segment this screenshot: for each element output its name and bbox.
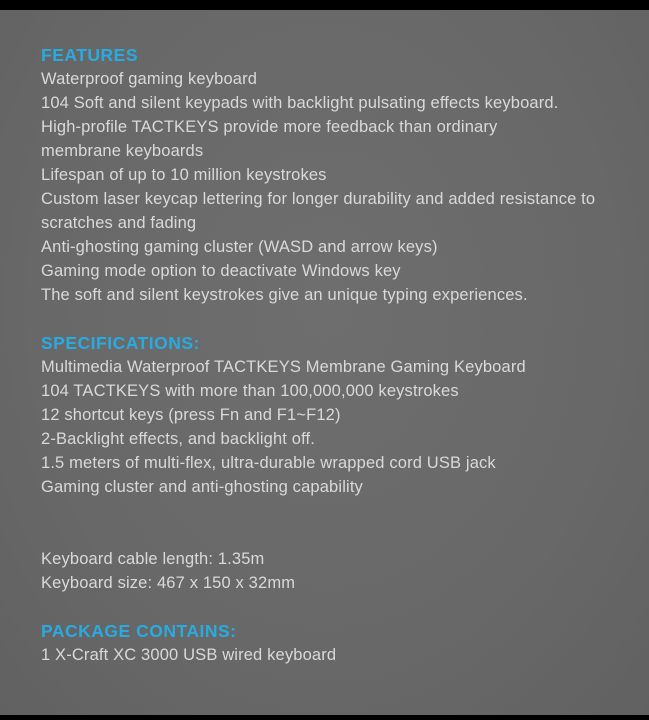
feature-line: Lifespan of up to 10 million keystrokes — [41, 166, 327, 184]
dimension-line: Keyboard size: 467 x 150 x 32mm — [41, 574, 296, 592]
feature-line: membrane keyboards — [41, 142, 204, 160]
feature-line: scratches and fading — [41, 214, 197, 232]
product-description-panel — [0, 10, 649, 715]
dimension-line: Keyboard cable length: 1.35m — [41, 550, 265, 568]
specification-line: 104 TACTKEYS with more than 100,000,000 keystrokes — [41, 382, 459, 400]
top-letterbox-bar — [0, 0, 649, 10]
feature-line: 104 Soft and silent keypads with backlight pulsating effects keyboard. — [41, 94, 559, 112]
package-contains-section — [41, 619, 639, 667]
package-line: 1 X-Craft XC 3000 USB wired keyboard — [41, 646, 337, 664]
dimensions-section — [41, 547, 639, 595]
specifications-section — [41, 331, 639, 499]
specification-line: Gaming cluster and anti-ghosting capability — [41, 478, 363, 496]
specification-line: 12 shortcut keys (press Fn and F1~F12) — [41, 406, 341, 424]
feature-line: High-profile TACTKEYS provide more feedback than ordinary — [41, 118, 498, 136]
specification-line: Multimedia Waterproof TACTKEYS Membrane Gaming Keyboard — [41, 358, 526, 376]
specification-line: 2-Backlight effects, and backlight off. — [41, 430, 315, 448]
specifications-heading: SPECIFICATIONS: — [41, 333, 200, 353]
feature-line: The soft and silent keystrokes give an unique typing experiences. — [41, 286, 528, 304]
feature-line: Anti-ghosting gaming cluster (WASD and arrow keys) — [41, 238, 438, 256]
package-contains-heading: PACKAGE CONTAINS: — [41, 621, 237, 641]
feature-line: Waterproof gaming keyboard — [41, 70, 258, 88]
features-section — [41, 43, 639, 307]
bottom-letterbox-bar — [0, 715, 649, 720]
features-heading: FEATURES — [41, 45, 139, 65]
feature-line: Gaming mode option to deactivate Windows key — [41, 262, 401, 280]
specification-line: 1.5 meters of multi-flex, ultra-durable wrapped cord USB jack — [41, 454, 496, 472]
feature-line: Custom laser keycap lettering for longer durability and added resistance to — [41, 190, 596, 208]
